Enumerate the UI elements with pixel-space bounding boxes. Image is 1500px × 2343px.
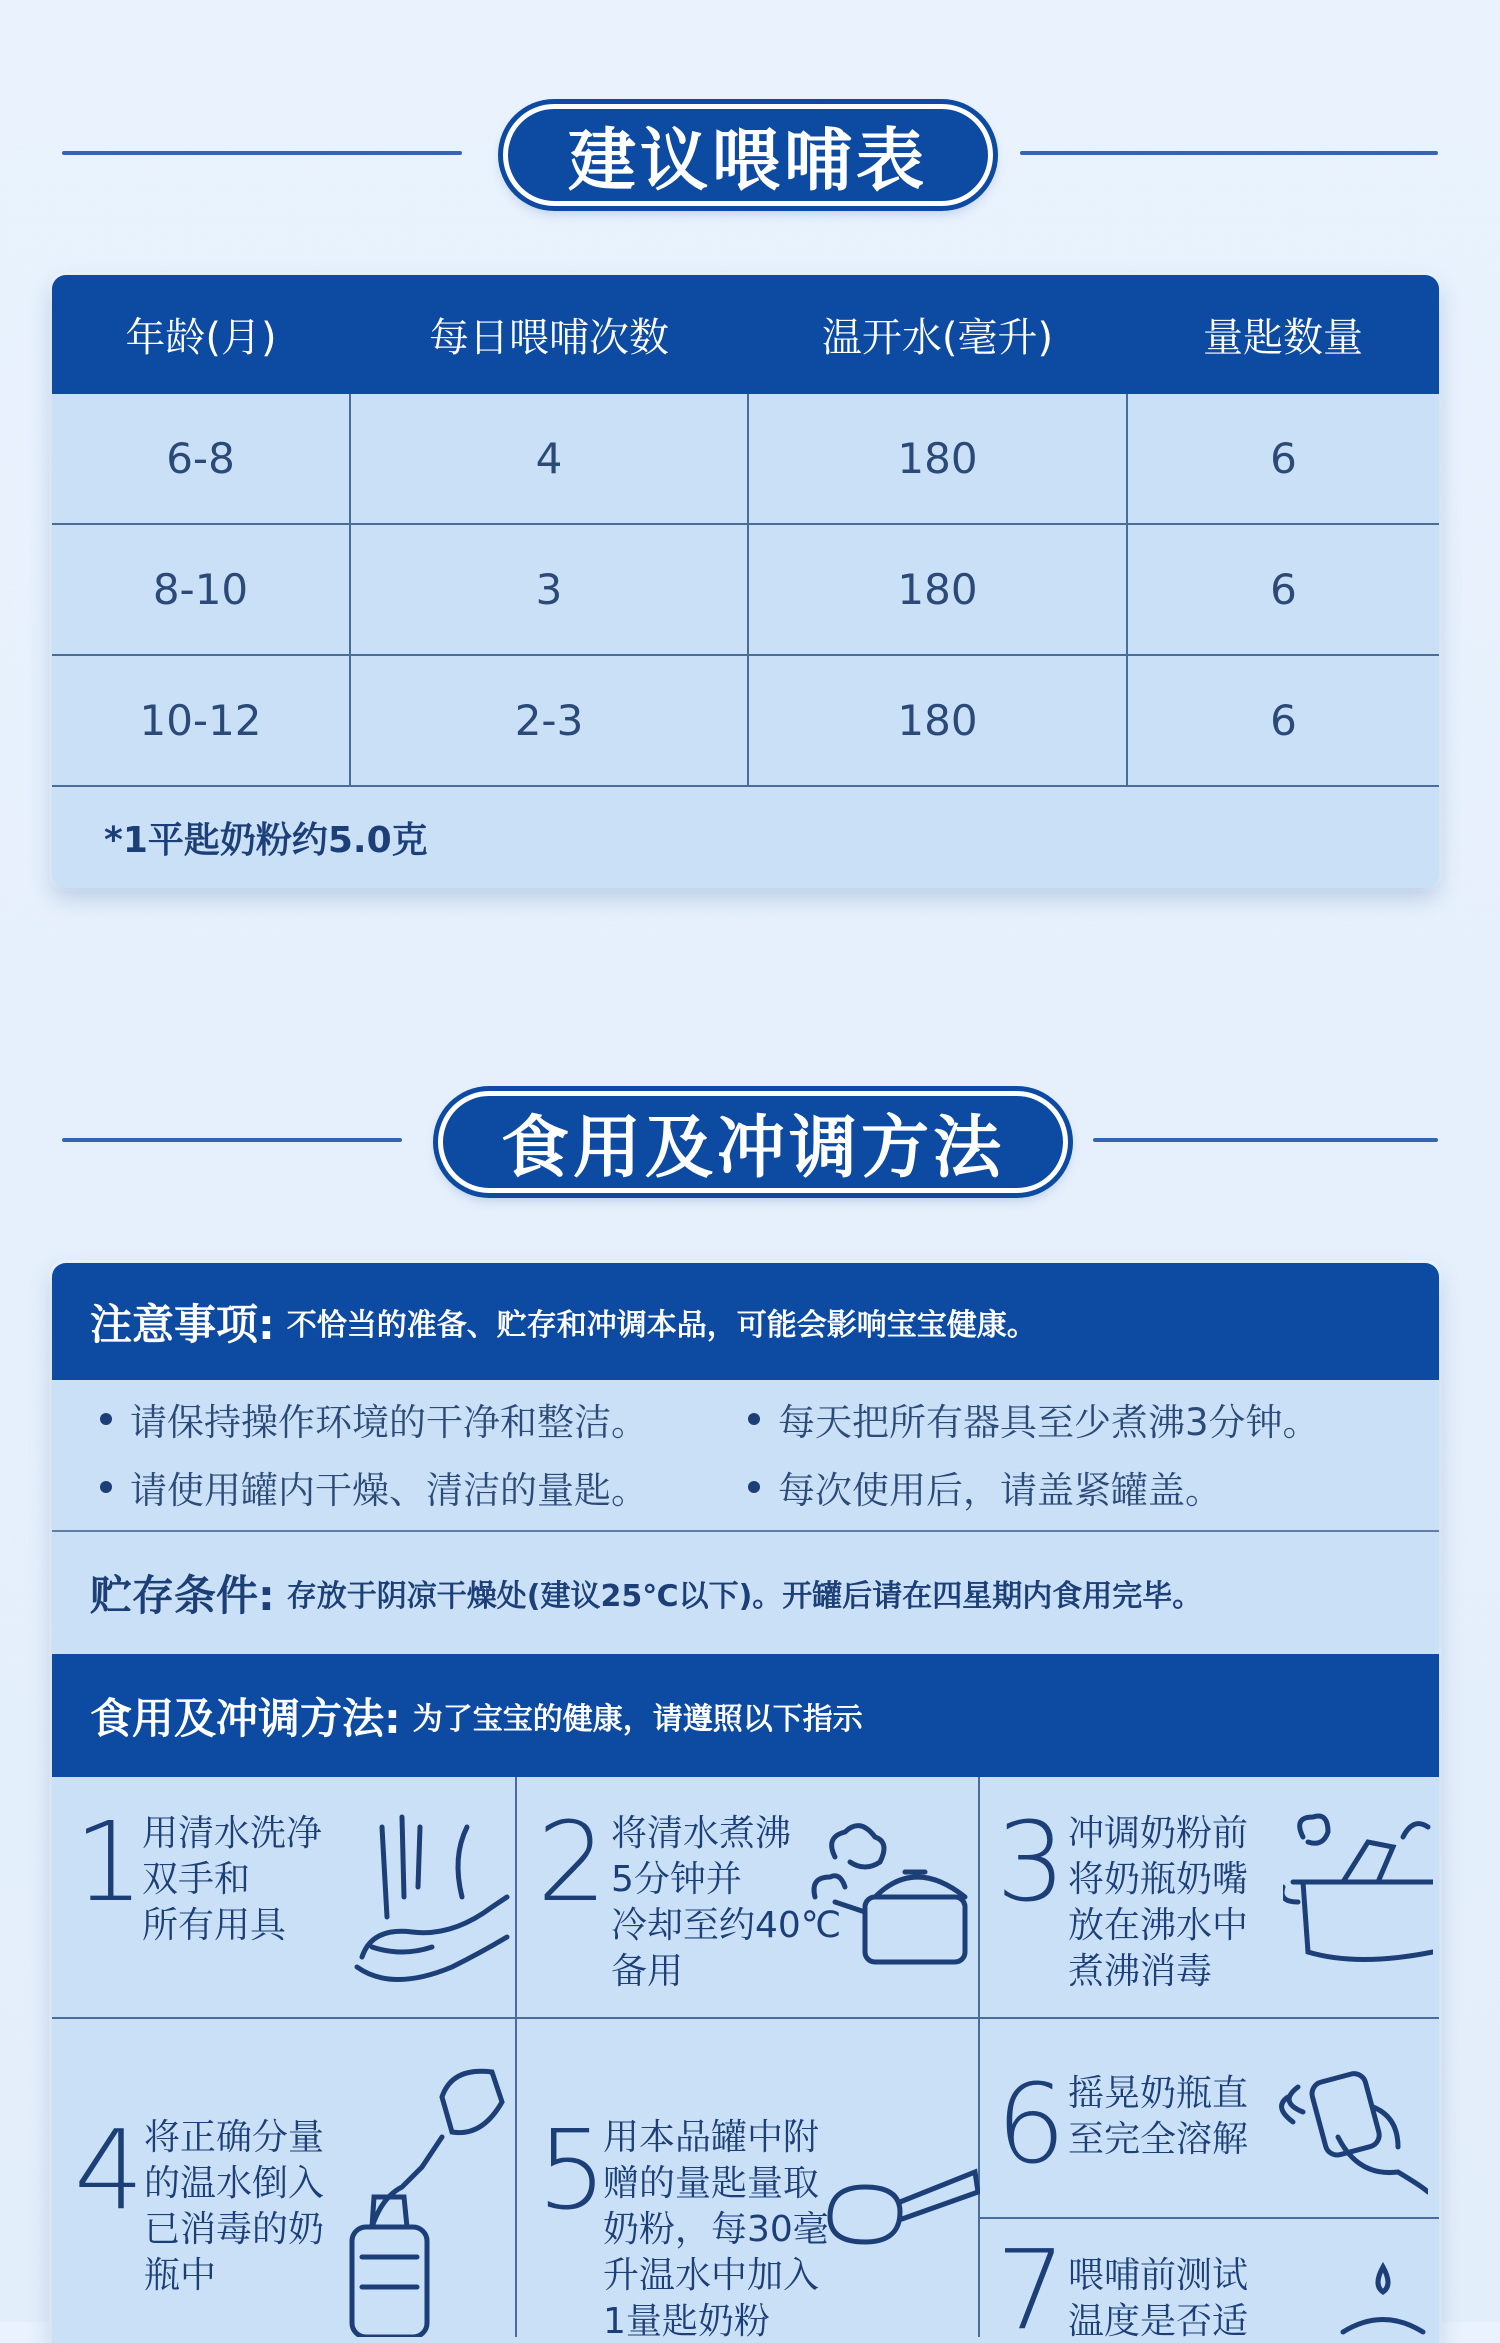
bullet-text: 每天把所有器具至少煮沸3分钟。 [778, 1401, 1320, 1444]
measuring-scoop-icon [820, 2157, 980, 2277]
table-footnote: *1平匙奶粉约5.0克 [104, 819, 428, 861]
notice-bullets [52, 1380, 1439, 1532]
step-text: 将正确分量 的温水倒入 已消毒的奶 瓶中 [144, 2117, 325, 2296]
step-2 [515, 1777, 980, 2019]
notice-label: 注意事项: [90, 1299, 275, 1349]
sterilizing-pot-icon [1283, 1807, 1433, 1977]
section-header-preparation [0, 1087, 1500, 1197]
table-cell: 180 [748, 394, 1127, 524]
list-item [748, 1462, 1222, 1512]
step-number: 6 [996, 2060, 1066, 2188]
feeding-table-card [52, 275, 1439, 888]
notice-text: 不恰当的准备、贮存和冲调本品，可能会影响宝宝健康。 [286, 1307, 1037, 1343]
table-cell: 8-10 [52, 524, 350, 655]
table-cell: 4 [350, 394, 748, 524]
bullet-text: 请使用罐内干燥、清洁的量匙。 [130, 1469, 648, 1512]
header-line-right [1093, 1138, 1438, 1142]
step-number: 5 [537, 2106, 607, 2234]
table-row [52, 524, 1439, 655]
list-item [748, 1394, 1320, 1444]
step-3 [978, 1777, 1439, 2019]
testing-drop-icon [1338, 2257, 1428, 2337]
step-number: 4 [74, 2106, 144, 2234]
method-label: 食用及冲调方法: [90, 1693, 401, 1743]
table-cell: 6-8 [52, 394, 350, 524]
column-header: 年龄(月) [52, 275, 350, 394]
step-5 [515, 2017, 980, 2342]
bullet-text: 每次使用后，请盖紧罐盖。 [778, 1469, 1222, 1512]
column-header: 温开水(毫升) [748, 275, 1127, 394]
bullet-dot [748, 1481, 760, 1493]
table-cell: 6 [1127, 394, 1439, 524]
bullet-dot [748, 1413, 760, 1425]
column-header: 量匙数量 [1127, 275, 1439, 394]
washing-hands-icon [342, 1807, 512, 1997]
bullet-dot [100, 1481, 112, 1493]
pouring-water-icon [342, 2057, 512, 2337]
step-text: 用清水洗净 双手和 所有用具 [142, 1813, 323, 1946]
method-band [52, 1654, 1439, 1777]
header-line-left [62, 151, 462, 155]
step-text: 喂哺前测试 温度是否适 [1068, 2255, 1249, 2342]
boiling-kettle-icon [805, 1817, 975, 1987]
table-row [52, 394, 1439, 524]
table-cell: 10-12 [52, 655, 350, 786]
table-row [52, 655, 1439, 786]
storage-text: 存放于阴凉干燥处(建议25℃以下)。开罐后请在四星期内食用完毕。 [286, 1579, 1203, 1614]
list-item [100, 1394, 648, 1444]
header-line-right [1020, 151, 1438, 155]
step-7 [978, 2217, 1439, 2343]
table-cell: 6 [1127, 524, 1439, 655]
header-line-left [62, 1138, 402, 1142]
shaking-bottle-icon [1278, 2047, 1428, 2197]
step-number: 2 [537, 1798, 607, 1926]
step-text: 用本品罐中附 赠的量匙量取 奶粉，每30毫 升温水中加入 1量匙奶粉 [603, 2117, 829, 2342]
step-1 [52, 1777, 517, 2019]
method-text: 为了宝宝的健康，请遵照以下指示 [412, 1701, 863, 1737]
step-number: 1 [74, 1798, 144, 1926]
step-number: 7 [996, 2226, 1066, 2343]
feeding-table [52, 275, 1439, 787]
step-text: 将清水煮沸 5分钟并 冷却至约40℃ 备用 [611, 1813, 842, 1992]
step-text: 冲调奶粉前 将奶瓶奶嘴 放在沸水中 煮沸消毒 [1068, 1813, 1249, 1992]
step-number: 3 [996, 1798, 1066, 1926]
step-text: 摇晃奶瓶直 至完全溶解 [1068, 2073, 1249, 2160]
step-4 [52, 2017, 517, 2337]
preparation-steps [52, 1777, 1439, 2343]
section-title: 食用及冲调方法 [438, 1091, 1068, 1193]
section-header-feeding-table [0, 100, 1500, 210]
list-item [100, 1462, 648, 1512]
storage-label: 贮存条件: [90, 1571, 275, 1620]
notice-band [52, 1263, 1439, 1380]
bullet-text: 请保持操作环境的干净和整洁。 [130, 1401, 648, 1444]
table-cell: 3 [350, 524, 748, 655]
column-header: 每日喂哺次数 [350, 275, 748, 394]
section-title: 建议喂哺表 [503, 104, 993, 206]
table-cell: 6 [1127, 655, 1439, 786]
table-cell: 180 [748, 655, 1127, 786]
table-cell: 2-3 [350, 655, 748, 786]
table-cell: 180 [748, 524, 1127, 655]
step-6 [978, 2017, 1439, 2219]
preparation-card [52, 1263, 1439, 2343]
bullet-dot [100, 1413, 112, 1425]
storage-row [52, 1532, 1439, 1654]
